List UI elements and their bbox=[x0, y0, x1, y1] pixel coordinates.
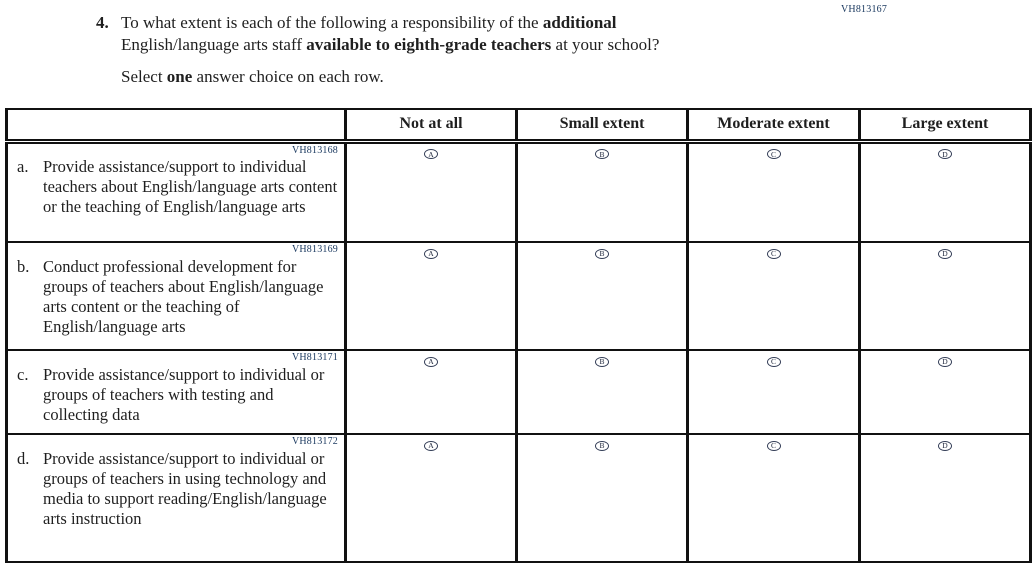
option-cell bbox=[346, 242, 517, 350]
option-cell bbox=[346, 434, 517, 562]
table-row-a bbox=[7, 141, 1031, 242]
column-header-large-extent: Large extent bbox=[860, 109, 1031, 141]
item-letter: b. bbox=[17, 256, 30, 276]
question-block bbox=[96, 12, 736, 87]
answer-bubble-a-moderate-extent[interactable]: C bbox=[767, 149, 781, 159]
question-text-segment: at your school? bbox=[551, 35, 660, 55]
stem-cell-b bbox=[7, 242, 346, 350]
answer-bubble-c-moderate-extent[interactable]: C bbox=[767, 357, 781, 367]
column-header-small-extent: Small extent bbox=[517, 109, 688, 141]
item-text: Provide assistance/support to individual teachers about English/language arts content or the teaching of English/language arts bbox=[43, 157, 338, 217]
answer-bubble-d-not-at-all[interactable]: A bbox=[424, 441, 438, 451]
answer-bubble-b-large-extent[interactable]: D bbox=[938, 249, 952, 259]
answer-bubble-d-small-extent[interactable]: B bbox=[595, 441, 609, 451]
item-letter: d. bbox=[17, 448, 30, 468]
instruction-segment: answer choice on each row. bbox=[192, 66, 384, 86]
option-cell bbox=[860, 242, 1031, 350]
answer-bubble-a-small-extent[interactable]: B bbox=[595, 149, 609, 159]
stem-cell-c bbox=[7, 350, 346, 434]
option-cell bbox=[860, 350, 1031, 434]
answer-bubble-b-moderate-extent[interactable]: C bbox=[767, 249, 781, 259]
item-letter: a. bbox=[17, 157, 29, 176]
row-code: VH813172 bbox=[291, 436, 338, 447]
row-code: VH813171 bbox=[291, 352, 338, 363]
option-cell bbox=[517, 434, 688, 562]
answer-bubble-c-not-at-all[interactable]: A bbox=[424, 357, 438, 367]
option-cell bbox=[688, 242, 860, 350]
question-text-segment-bold: available to eighth-grade teachers bbox=[306, 35, 552, 55]
answer-bubble-c-large-extent[interactable]: D bbox=[938, 357, 952, 367]
option-cell bbox=[860, 434, 1031, 562]
table-row-c bbox=[7, 350, 1031, 434]
item-text: Provide assistance/support to individual or groups of teachers with testing and collecting data bbox=[43, 364, 325, 424]
item-text: Provide assistance/support to individual or groups of teachers in using technology and media to support reading/English/language arts instruction bbox=[43, 448, 327, 528]
row-code: VH813168 bbox=[291, 144, 338, 156]
table-row-b bbox=[7, 242, 1031, 350]
option-cell bbox=[517, 242, 688, 350]
question-text-segment: To what extent is each of the following a responsibility of the bbox=[121, 13, 543, 32]
instruction-segment-bold: one bbox=[166, 66, 193, 86]
stem-cell-d bbox=[7, 434, 346, 562]
response-grid bbox=[5, 108, 1032, 563]
answer-bubble-b-not-at-all[interactable]: A bbox=[424, 249, 438, 259]
option-cell bbox=[860, 141, 1031, 242]
answer-bubble-a-large-extent[interactable]: D bbox=[938, 149, 952, 159]
answer-bubble-b-small-extent[interactable]: B bbox=[595, 249, 609, 259]
row-code: VH813169 bbox=[291, 244, 338, 255]
column-header-moderate-extent: Moderate extent bbox=[688, 109, 860, 141]
option-cell bbox=[688, 350, 860, 434]
option-cell bbox=[688, 141, 860, 242]
answer-bubble-d-large-extent[interactable]: D bbox=[938, 441, 952, 451]
option-cell bbox=[346, 141, 517, 242]
answer-bubble-d-moderate-extent[interactable]: C bbox=[767, 441, 781, 451]
option-cell bbox=[346, 350, 517, 434]
question-number: 4. bbox=[96, 13, 109, 32]
option-cell bbox=[688, 434, 860, 562]
answer-bubble-a-not-at-all[interactable]: A bbox=[424, 149, 438, 159]
option-cell bbox=[517, 350, 688, 434]
item-letter: c. bbox=[17, 364, 29, 384]
header-row bbox=[7, 109, 1031, 141]
table-row-d bbox=[7, 434, 1031, 562]
option-cell bbox=[517, 141, 688, 242]
column-header-not-at-all: Not at all bbox=[346, 109, 517, 141]
answer-bubble-c-small-extent[interactable]: B bbox=[595, 357, 609, 367]
form-code: VH813167 bbox=[841, 4, 888, 15]
question-text-segment-bold: additional bbox=[542, 13, 617, 32]
question-text-segment: English/language arts staff bbox=[121, 35, 307, 55]
question-instruction bbox=[121, 67, 736, 87]
instruction-segment: Select bbox=[121, 66, 167, 86]
question-text bbox=[121, 12, 716, 57]
item-text: Conduct professional development for groups of teachers about English/language arts content or the teaching of English/language arts bbox=[43, 256, 324, 336]
stem-header-cell bbox=[7, 109, 346, 141]
stem-cell-a bbox=[7, 141, 346, 242]
